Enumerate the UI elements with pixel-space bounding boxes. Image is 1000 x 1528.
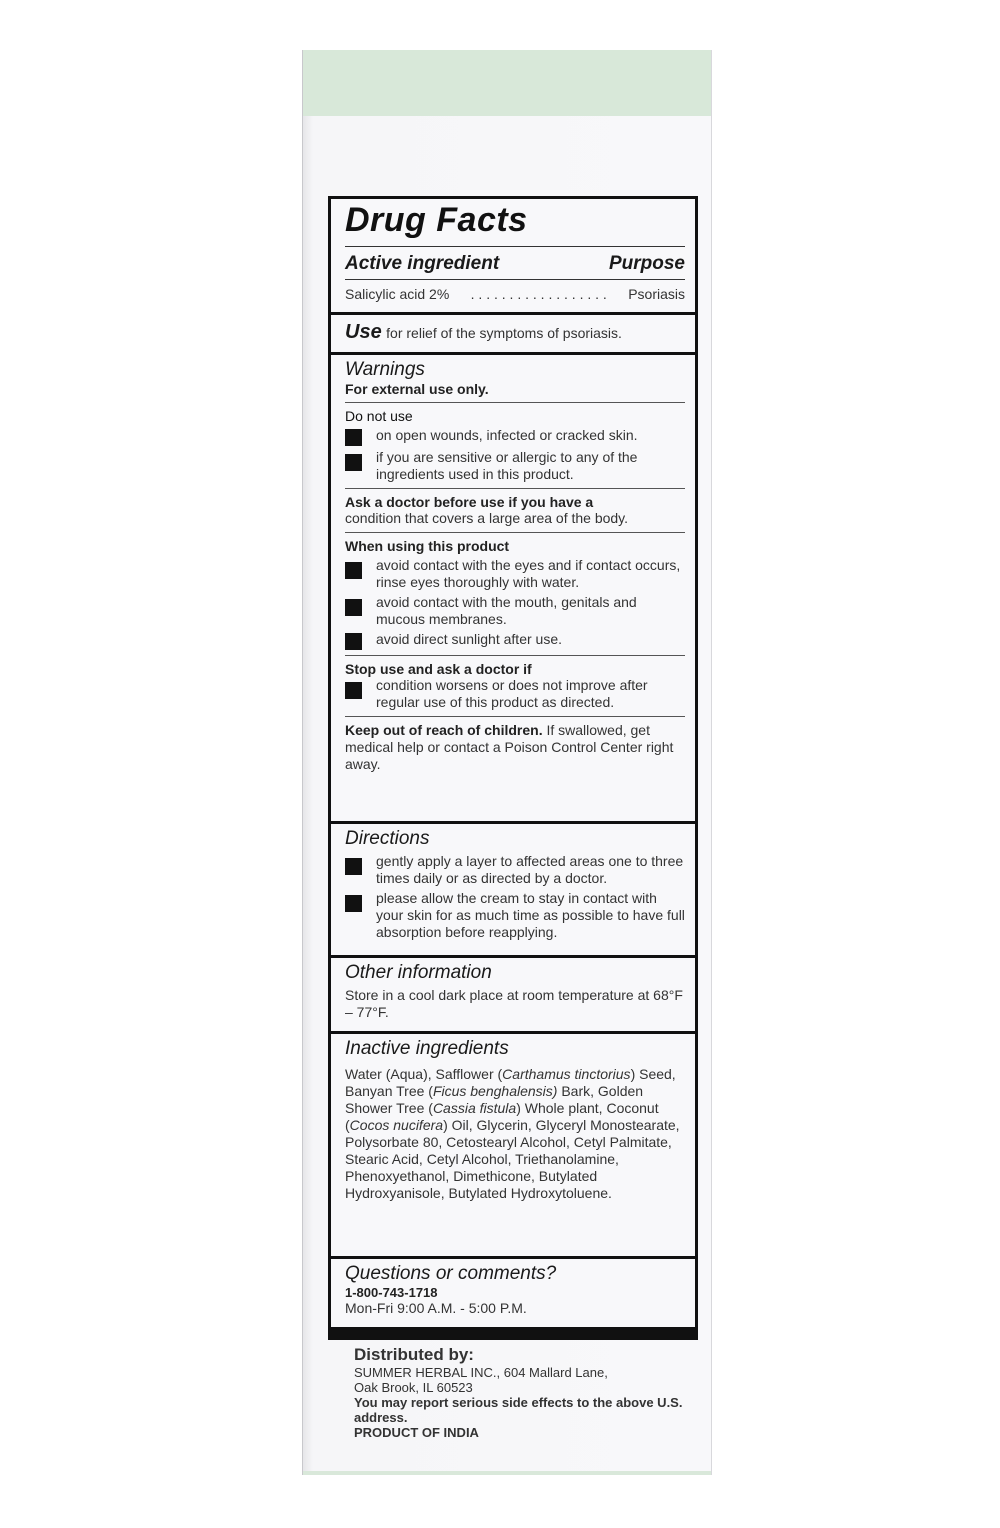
questions-section xyxy=(331,1259,695,1327)
list-item-text: condition worsens or does not improve after regular use of this product as directed. xyxy=(376,677,648,710)
list-item-text: gently apply a layer to affected areas one to three times daily or as directed by a doctor. xyxy=(376,853,684,886)
inactive-ingredients-section xyxy=(331,1034,695,1256)
distributor-block xyxy=(354,1345,694,1440)
other-information-heading: Other information xyxy=(345,962,492,983)
drug-facts-panel xyxy=(328,196,698,1340)
phone-number: 1-800-743-1718 xyxy=(345,1285,438,1300)
divider xyxy=(345,716,685,717)
ask-doctor-text: condition that covers a large area of the body. xyxy=(345,510,629,526)
divider xyxy=(345,532,685,533)
botanical-name: Cassia fistula xyxy=(432,1100,517,1116)
list-item xyxy=(345,890,685,941)
use-heading: Use xyxy=(345,321,382,343)
list-item xyxy=(345,677,685,711)
bullet-square-icon xyxy=(345,633,362,650)
list-item-text: avoid contact with the mouth, genitals and mucous membranes. xyxy=(376,594,637,627)
purpose-heading: Purpose xyxy=(608,253,685,274)
directions-heading: Directions xyxy=(345,828,430,849)
leader-dots: . . . . . . . . . . . . . . . . . . xyxy=(470,286,607,302)
inactive-ingredients-heading: Inactive ingredients xyxy=(345,1038,509,1059)
list-item-text: on open wounds, infected or cracked skin. xyxy=(376,427,638,443)
bullet-square-icon xyxy=(345,858,362,875)
divider xyxy=(345,279,685,280)
external-use-text: For external use only. xyxy=(345,381,489,397)
keep-out-paragraph xyxy=(345,722,685,773)
ingredient-text: ) Whole plant, Coconut ( xyxy=(345,1100,659,1133)
divider xyxy=(345,402,685,403)
botanical-name: Cocos nucifera xyxy=(349,1117,444,1133)
country-of-origin: PRODUCT OF INDIA xyxy=(354,1425,479,1440)
warnings-heading: Warnings xyxy=(345,359,425,380)
warnings-section xyxy=(331,355,695,821)
divider xyxy=(345,488,685,489)
directions-section xyxy=(331,824,695,955)
ask-doctor-heading: Ask a doctor before use if you have a xyxy=(345,494,594,510)
use-section xyxy=(331,315,695,352)
ingredient-text: ) Oil, Glycerin, Glyceryl Monostearate, Polysorbate 80, Cetostearyl Alcohol, Cetyl Palmitate, Stearic Acid, Cetyl Alcohol, Triethanolamine, Phenoxyethanol, Dimethicone, Butylated Hydroxyanisole, Butylated Hydroxytoluene. xyxy=(345,1117,680,1201)
keep-out-text: If swallowed, get medical help or contact a Poison Control Center right away. xyxy=(345,722,674,772)
other-information-text: Store in a cool dark place at room temperature at 68°F – 77°F. xyxy=(345,987,683,1020)
divider xyxy=(345,246,685,247)
bullet-square-icon xyxy=(345,454,362,471)
bullet-square-icon xyxy=(345,599,362,616)
ingredient-text: Bark, Golden Shower Tree ( xyxy=(345,1083,644,1116)
active-ingredient-section xyxy=(331,199,695,312)
bullet-square-icon xyxy=(345,682,362,699)
other-information-section xyxy=(331,958,695,1031)
active-ingredient-heading: Active ingredient xyxy=(345,253,500,274)
questions-heading: Questions or comments? xyxy=(345,1263,557,1284)
hours-text: Mon-Fri 9:00 A.M. - 5:00 P.M. xyxy=(345,1300,527,1316)
distributor-heading: Distributed by: xyxy=(354,1345,474,1364)
botanical-name: Ficus benghalensis) xyxy=(432,1083,558,1099)
keep-out-heading: Keep out of reach of children. xyxy=(345,722,543,738)
list-item-text: if you are sensitive or allergic to any of the ingredients used in this product. xyxy=(376,449,638,482)
drug-facts-title: Drug Facts xyxy=(345,201,528,239)
color-band xyxy=(303,50,711,116)
bullet-square-icon xyxy=(345,895,362,912)
list-item-text: please allow the cream to stay in contact with your skin for as much time as possible to have full absorption before reapplying. xyxy=(376,890,685,940)
bullet-square-icon xyxy=(345,562,362,579)
distributor-address-line2: Oak Brook, IL 60523 xyxy=(354,1380,473,1395)
list-item xyxy=(345,631,685,650)
ingredient-text: Water (Aqua), Safflower ( xyxy=(345,1066,503,1082)
use-text: for relief of the symptoms of psoriasis. xyxy=(386,325,622,341)
list-item-text: avoid contact with the eyes and if contact occurs, rinse eyes thoroughly with water. xyxy=(376,557,681,590)
active-header-row xyxy=(345,253,685,275)
list-item xyxy=(345,557,685,591)
active-ingredient-row xyxy=(345,286,685,303)
when-using-heading: When using this product xyxy=(345,538,510,554)
bullet-square-icon xyxy=(345,429,362,446)
botanical-name: Carthamus tinctorius xyxy=(502,1066,631,1082)
divider xyxy=(345,655,685,656)
list-item xyxy=(345,594,685,628)
ingredient-name: Salicylic acid 2% xyxy=(345,286,450,302)
distributor-address-line1: SUMMER HERBAL INC., 604 Mallard Lane, xyxy=(354,1365,608,1380)
do-not-use-heading: Do not use xyxy=(345,408,413,424)
list-item-text: avoid direct sunlight after use. xyxy=(376,631,562,647)
ingredient-text: ) Seed, Banyan Tree ( xyxy=(345,1066,676,1099)
stop-use-heading: Stop use and ask a doctor if xyxy=(345,661,532,677)
list-item xyxy=(345,449,685,483)
inactive-ingredients-text xyxy=(345,1066,685,1202)
ingredient-purpose: Psoriasis xyxy=(628,286,685,302)
report-side-effects-text: You may report serious side effects to the above U.S. address. xyxy=(354,1395,683,1425)
list-item xyxy=(345,427,685,446)
list-item xyxy=(345,853,685,887)
